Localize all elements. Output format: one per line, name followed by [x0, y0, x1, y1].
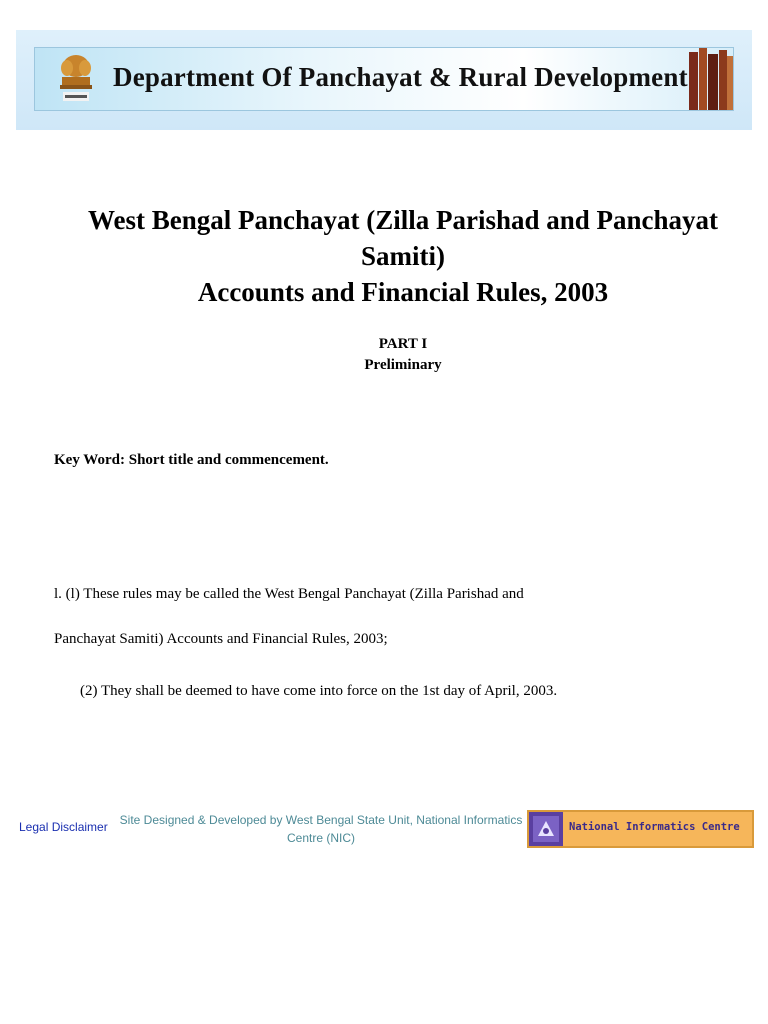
site-credit	[112, 811, 530, 847]
part-heading	[40, 334, 766, 376]
banner-title: Department Of Panchayat & Rural Development	[113, 62, 688, 92]
document-title-line-1: West Bengal Panchayat (Zilla Parishad and Panchayat	[87, 205, 719, 235]
rule-1-text-line-2: Panchayat Samiti) Accounts and Financial Rules, 2003;	[54, 631, 388, 647]
site-credit-line-1: Site Designed & Developed by West Bengal State Unit, National Informatics	[119, 813, 523, 827]
document-title-line-3: Accounts and Financial Rules, 2003	[197, 277, 609, 307]
document-title-line-2: Samiti)	[361, 241, 445, 271]
header-banner	[34, 47, 734, 111]
keyword-heading: Key Word: Short title and commencement.	[54, 452, 329, 468]
header-banner-frame	[16, 30, 752, 130]
site-credit-line-2: Centre (NIC)	[286, 831, 355, 845]
document-title	[40, 202, 766, 310]
part-subtitle: Preliminary	[364, 357, 442, 373]
books-icon	[685, 48, 733, 110]
nic-logo-banner[interactable]	[527, 810, 754, 848]
nic-logo-icon	[529, 812, 563, 846]
part-number: PART I	[378, 336, 428, 352]
nic-label: National Informatics Centre	[569, 821, 740, 833]
rule-1-subrule-2: (2) They shall be deemed to have come into force on the 1st day of April, 2003.	[80, 683, 558, 699]
rule-1-text-line-1: l. (l) These rules may be called the West Bengal Panchayat (Zilla Parishad and	[54, 586, 524, 602]
national-emblem-icon	[55, 52, 97, 106]
legal-disclaimer-link[interactable]: Legal Disclaimer	[19, 820, 108, 834]
